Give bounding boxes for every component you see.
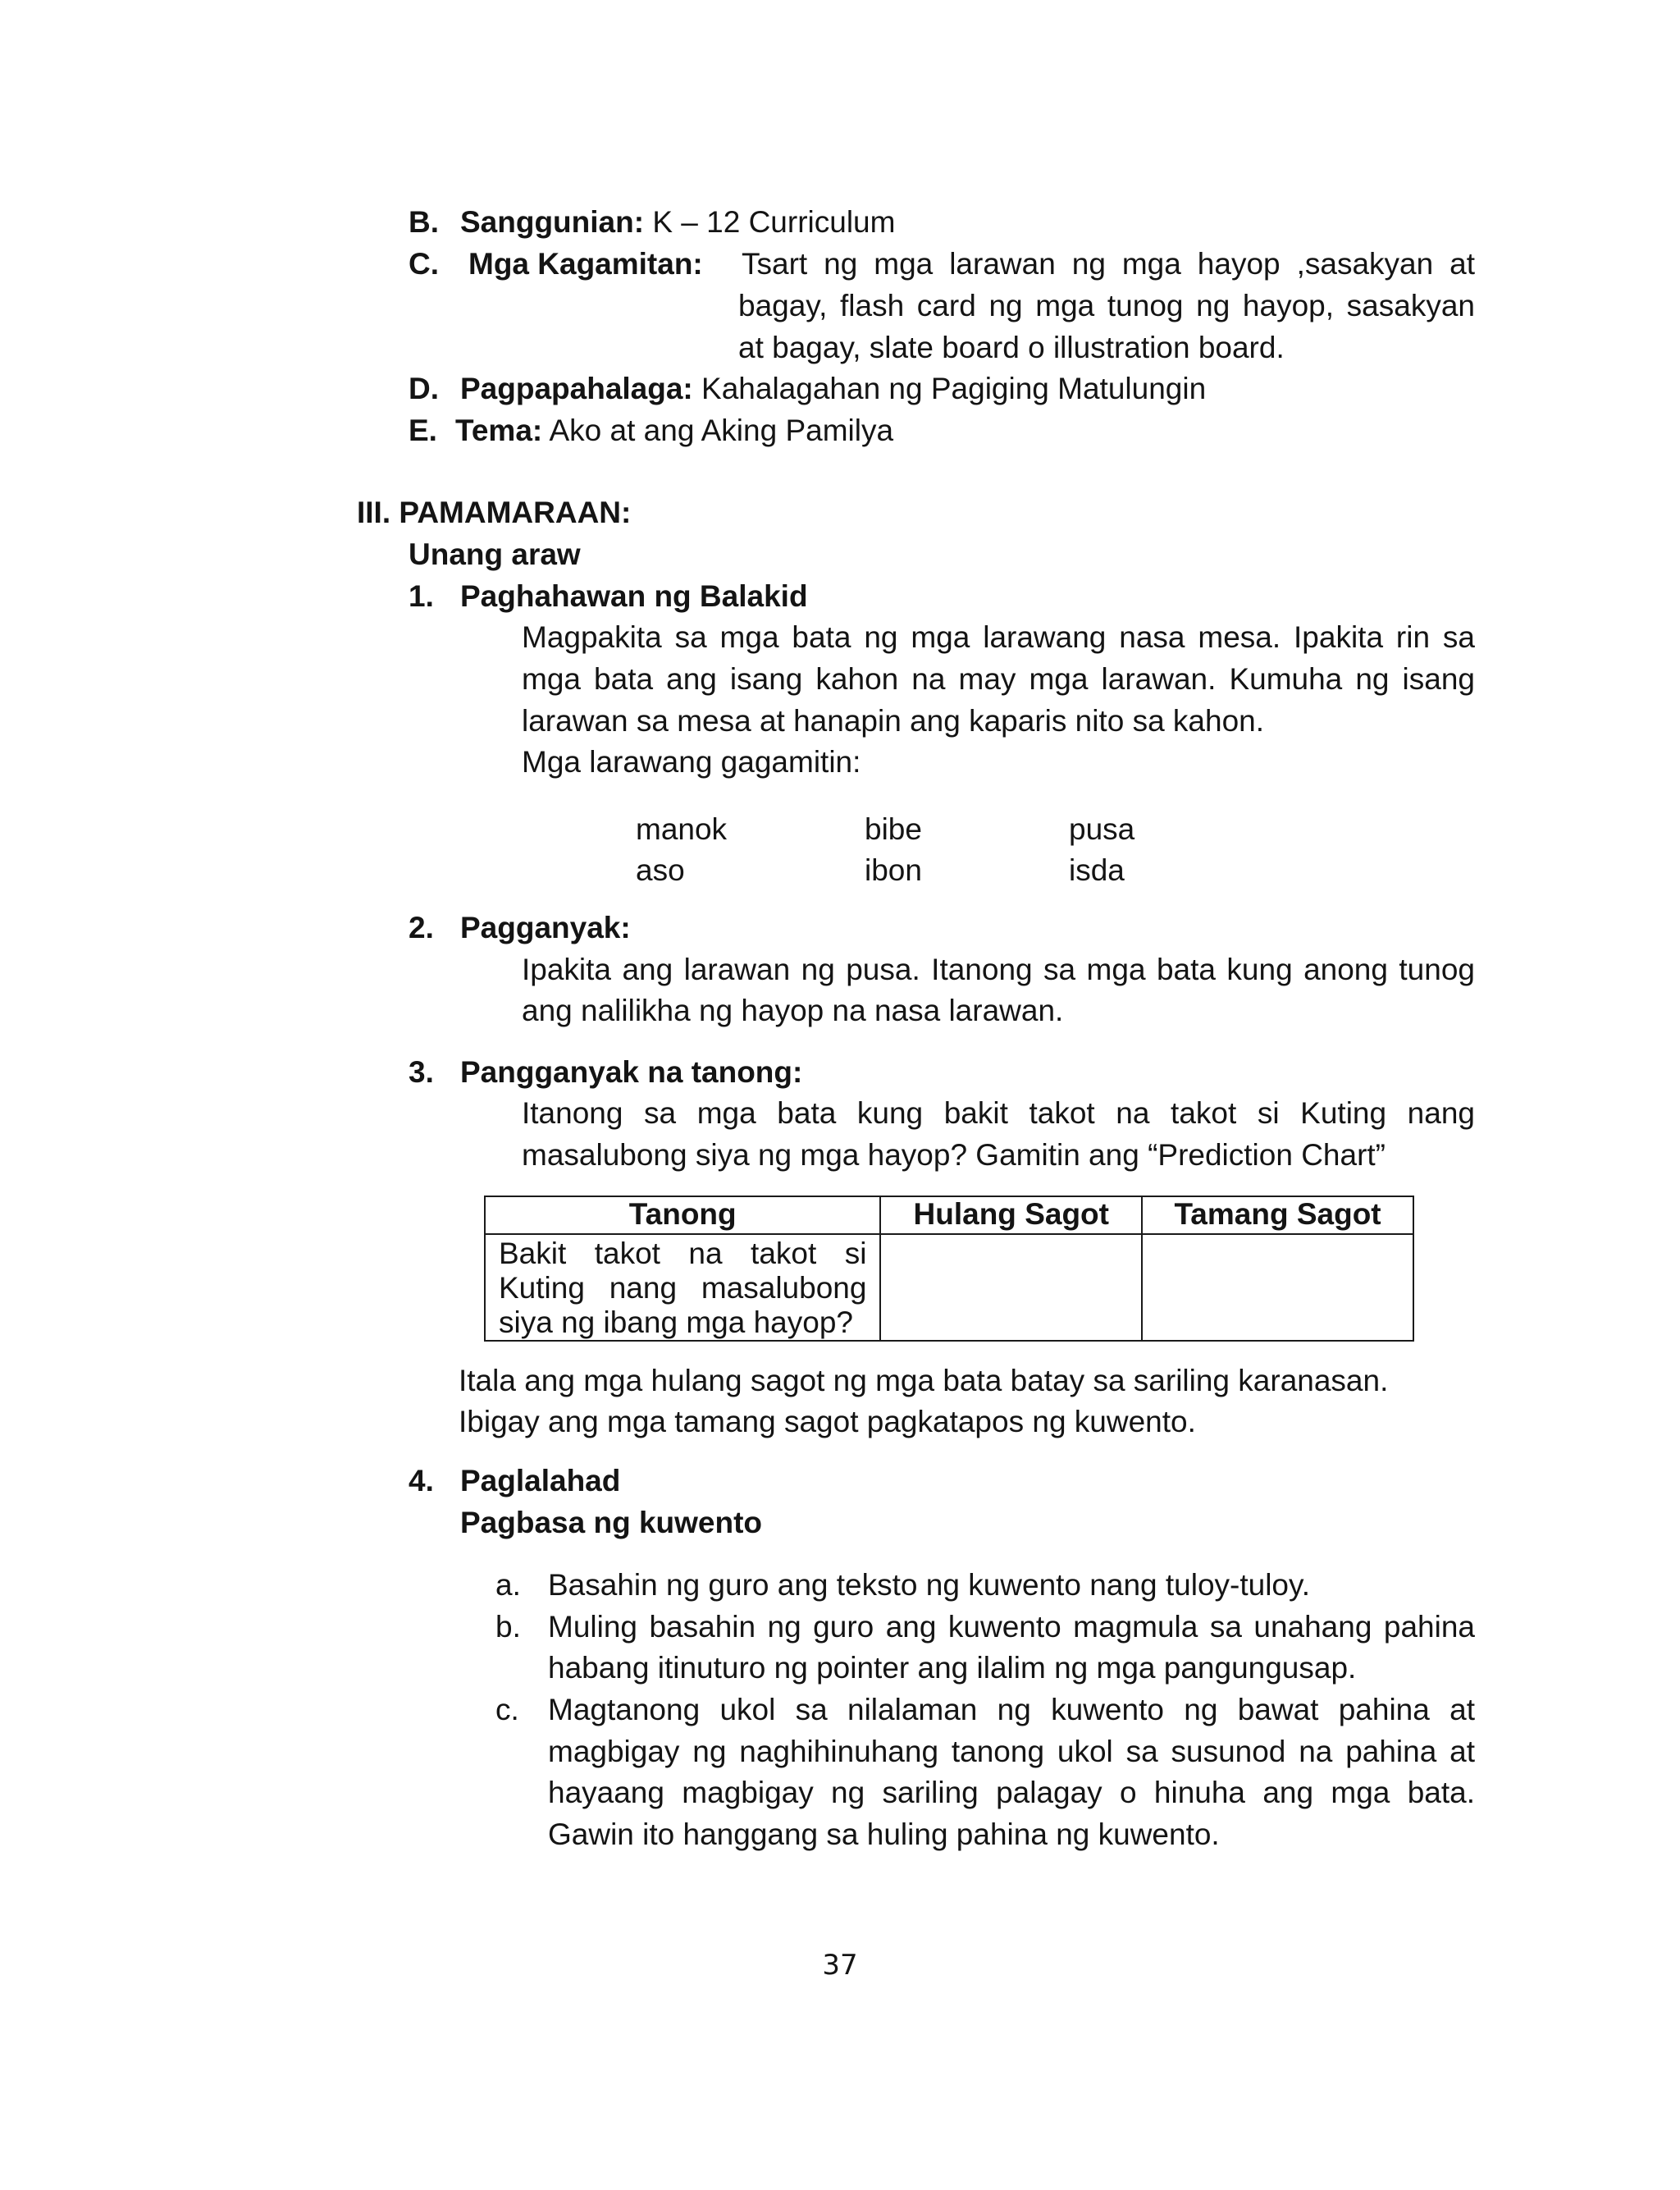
item-a-marker: a.: [495, 1568, 521, 1602]
item-b-marker: b.: [495, 1610, 521, 1644]
hula-cell: [880, 1234, 1142, 1341]
item-c-line: hayaang magbigay ng sariling palagay o hinuha ang mga bata.: [548, 1776, 1475, 1809]
section-d-label: Pagpapahalaga:: [460, 372, 693, 405]
table-header-row: [485, 1196, 1413, 1234]
question-line: siya ng ibang mga hayop?: [499, 1305, 853, 1339]
after-table-line-2: Ibigay ang mga tamang sagot pagkatapos ng kuwento.: [459, 1405, 1196, 1438]
section-d-text: Kahalagahan ng Pagiging Matulungin: [701, 372, 1207, 405]
day-heading: Unang araw: [409, 537, 581, 571]
header-hulang-sagot: Hulang Sagot: [880, 1196, 1142, 1234]
item-c-line: Gawin ito hanggang sa huling pahina ng kuwento.: [548, 1817, 1220, 1851]
step-2-line-2: ang nalilikha ng hayop na nasa larawan.: [522, 994, 1064, 1027]
section-e-label: Tema:: [455, 414, 543, 447]
step-3-title: Pangganyak na tanong:: [460, 1055, 803, 1089]
table-row: [485, 1234, 1413, 1341]
step-2-number: 2.: [409, 911, 434, 944]
section-c-line-3: at bagay, slate board o illustration board.: [738, 331, 1285, 364]
section-e-text: Ako at ang Aking Pamilya: [549, 414, 894, 447]
section-c-line-1: Tsart ng mga larawan ng mga hayop ,sasakyan at: [742, 247, 1475, 281]
step-2-line-1: Ipakita ang larawan ng pusa. Itanong sa mga bata kung anong tunog: [522, 953, 1475, 986]
item-c-line: Magtanong ukol sa nilalaman ng kuwento ng bawat pahina at: [548, 1693, 1475, 1726]
step-1-number: 1.: [409, 579, 434, 613]
picture-word: manok: [636, 812, 728, 846]
item-b-line: Muling basahin ng guro ang kuwento magmula sa unahang pahina: [548, 1610, 1475, 1644]
step-4-title: Paglalahad: [460, 1464, 621, 1497]
question-line: Kuting nang masalubong: [499, 1271, 867, 1305]
item-c-marker: c.: [495, 1693, 519, 1726]
item-c-line: magbigay ng naghihinuhang tanong ukol sa susunod na pahina at: [548, 1735, 1475, 1768]
question-cell: [485, 1234, 880, 1341]
picture-word: bibe: [865, 812, 922, 846]
section-e: [455, 409, 893, 451]
section-d-marker: D.: [409, 372, 439, 405]
step-4-number: 4.: [409, 1464, 434, 1497]
header-tanong: Tanong: [485, 1196, 880, 1234]
step-4-subtitle: Pagbasa ng kuwento: [460, 1506, 763, 1539]
step-2-title: Pagganyak:: [460, 911, 631, 944]
tama-cell: [1142, 1234, 1413, 1341]
section-b-label: Sanggunian:: [460, 205, 645, 239]
step-1-line-2: mga bata ang isang kahon na may mga larawan. Kumuha ng isang: [522, 662, 1475, 696]
step-3-line-2: masalubong siya ng mga hayop? Gamitin ang “Prediction Chart”: [522, 1138, 1386, 1172]
picture-word: pusa: [1069, 812, 1135, 846]
page-number: 37: [822, 1949, 858, 1982]
picture-word: isda: [1069, 853, 1125, 887]
pictures-label: Mga larawang gagamitin:: [522, 745, 861, 779]
section-e-marker: E.: [409, 414, 437, 447]
pamamaraan-heading: III. PAMAMARAAN:: [357, 496, 632, 529]
picture-word: aso: [636, 853, 685, 887]
item-a-line: Basahin ng guro ang teksto ng kuwento nang tuloy-tuloy.: [548, 1568, 1311, 1602]
header-tamang-sagot: Tamang Sagot: [1142, 1196, 1413, 1234]
item-b-line: habang itinuturo ng pointer ang ilalim ng mga pangungusap.: [548, 1651, 1357, 1685]
after-table-line-1: Itala ang mga hulang sagot ng mga bata batay sa sariling karanasan.: [459, 1364, 1389, 1397]
section-d: [460, 368, 1206, 409]
step-3-number: 3.: [409, 1055, 434, 1089]
section-b: [460, 201, 895, 243]
step-1-line-1: Magpakita sa mga bata ng mga larawang nasa mesa. Ipakita rin sa: [522, 620, 1475, 654]
section-c-marker: C.: [409, 247, 439, 281]
section-b-text: K – 12 Curriculum: [652, 205, 896, 239]
step-1-title: Paghahawan ng Balakid: [460, 579, 808, 613]
prediction-chart: [484, 1196, 1414, 1342]
question-line: Bakit takot na takot si: [499, 1237, 867, 1270]
section-c-label: Mga Kagamitan:: [468, 247, 703, 281]
section-b-marker: B.: [409, 205, 439, 239]
picture-word: ibon: [865, 853, 922, 887]
step-3-line-1: Itanong sa mga bata kung bakit takot na takot si Kuting nang: [522, 1096, 1475, 1130]
section-c-line-2: bagay, flash card ng mga tunog ng hayop, sasakyan: [738, 289, 1475, 322]
step-1-line-3: larawan sa mesa at hanapin ang kaparis nito sa kahon.: [522, 704, 1265, 738]
